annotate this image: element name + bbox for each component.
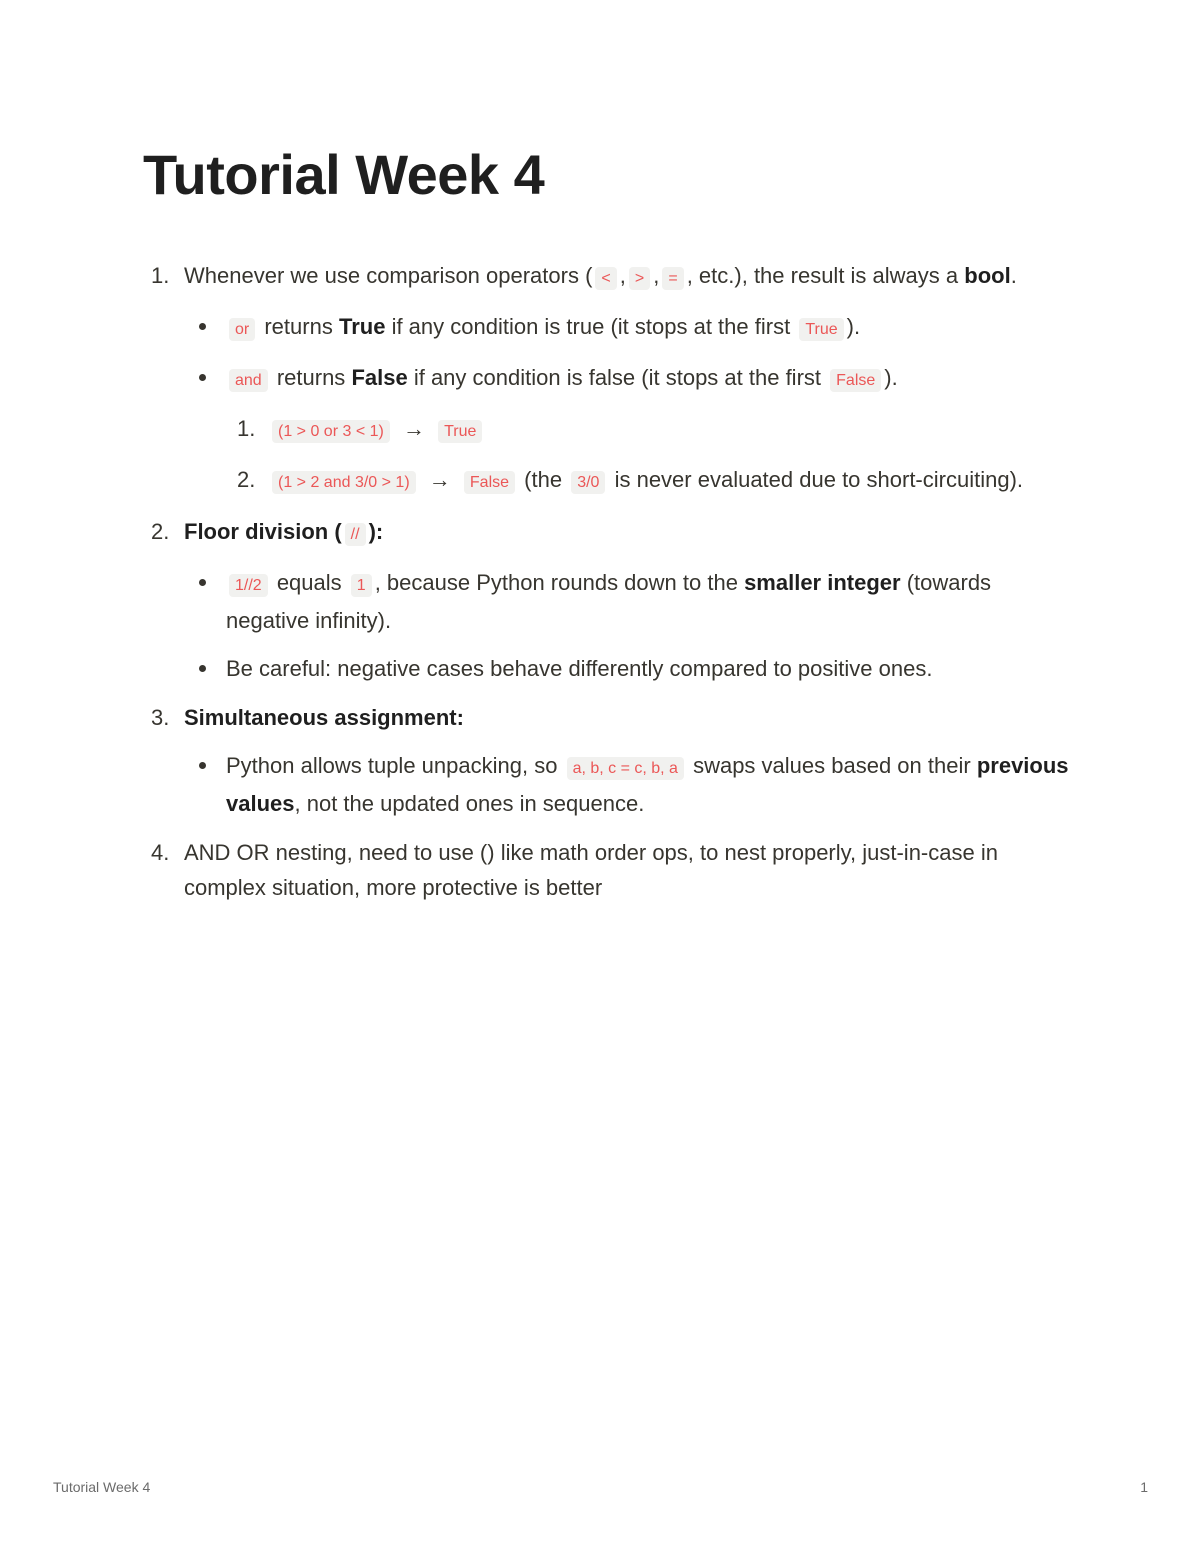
bullet-text: returns [264, 314, 333, 339]
inline-code: and [229, 369, 268, 392]
list-item [143, 835, 1073, 905]
bullet-text: , not the updated ones in sequence. [294, 791, 645, 816]
footer-title: Tutorial Week 4 [53, 1479, 151, 1495]
arrow-icon: → [428, 467, 451, 492]
page-title: Tutorial Week 4 [143, 143, 545, 206]
inline-code: False [464, 471, 515, 494]
bullet-text: ). [884, 365, 898, 390]
bullet-list [184, 748, 1073, 821]
bullet-text: Python allows tuple unpacking, so [226, 753, 558, 778]
item-number: 2. [237, 467, 256, 492]
item-text: (the [524, 467, 563, 492]
item-text: Whenever we use comparison operators ( [184, 263, 593, 288]
inline-code: (1 > 0 or 3 < 1) [272, 420, 390, 443]
bullet-item [184, 651, 1073, 686]
item-text: . [1010, 263, 1017, 288]
inline-code: = [662, 267, 683, 290]
bullet-text: returns [276, 365, 346, 390]
item-text: , etc.), the result is always a [686, 263, 959, 288]
inline-code: 1//2 [229, 574, 268, 597]
inline-code: 1 [351, 574, 372, 597]
separator: , [653, 263, 660, 288]
inline-code: or [229, 318, 255, 341]
bold-term: bool [964, 263, 1011, 288]
list-item [143, 700, 1073, 821]
bullet-list [184, 309, 1073, 500]
inline-code: a, b, c = c, b, a [567, 757, 684, 780]
bullet-text: equals [276, 570, 342, 595]
item-text: is never evaluated due to short-circuiting). [614, 467, 1024, 492]
inline-code: False [830, 369, 881, 392]
section-heading: Simultaneous assignment: [184, 705, 464, 730]
item-number: 2. [151, 519, 170, 544]
bullet-item [184, 565, 1073, 638]
section-heading: Floor division ( [184, 519, 342, 544]
section-heading: ): [368, 519, 384, 544]
inline-code: > [629, 267, 650, 290]
bold-term: smaller integer [744, 570, 901, 595]
list-item [143, 258, 1073, 500]
bullet-text: , because Python rounds down to the [374, 570, 738, 595]
numbered-list [143, 258, 1073, 905]
item-number: 4. [151, 840, 170, 865]
bullet-item [184, 309, 1073, 347]
bullet-item [184, 360, 1073, 500]
nested-list-item [226, 411, 1073, 449]
notes-content [143, 258, 1073, 905]
nested-list-item [226, 462, 1073, 500]
bold-term: previous values [226, 753, 1069, 816]
nested-numbered-list [226, 411, 1073, 500]
list-item [143, 514, 1073, 686]
inline-code: < [595, 267, 616, 290]
bold-term: True [338, 314, 386, 339]
item-text: AND OR nesting, need to use () like math order ops, to nest properly, just-in-case in complex situation, more protective is better [184, 840, 998, 900]
bullet-item [184, 748, 1073, 821]
inline-code: (1 > 2 and 3/0 > 1) [272, 471, 416, 494]
bullet-text: (towards negative infinity). [226, 570, 992, 633]
bullet-text: Be careful: negative cases behave differently compared to positive ones. [226, 656, 933, 681]
separator: , [619, 263, 626, 288]
bullet-text: ). [846, 314, 861, 339]
inline-code: // [345, 523, 366, 546]
arrow-icon: → [402, 416, 425, 441]
inline-code: 3/0 [571, 471, 605, 494]
item-number: 1. [237, 416, 256, 441]
item-number: 3. [151, 705, 170, 730]
inline-code: True [799, 318, 843, 341]
bold-term: False [351, 365, 408, 390]
bullet-text: swaps values based on their [693, 753, 971, 778]
page-number: 1 [1140, 1479, 1148, 1495]
bullet-text: if any condition is false (it stops at the first [413, 365, 822, 390]
bullet-text: if any condition is true (it stops at the first [391, 314, 791, 339]
item-number: 1. [151, 263, 170, 288]
inline-code: True [438, 420, 482, 443]
bullet-list [184, 565, 1073, 686]
